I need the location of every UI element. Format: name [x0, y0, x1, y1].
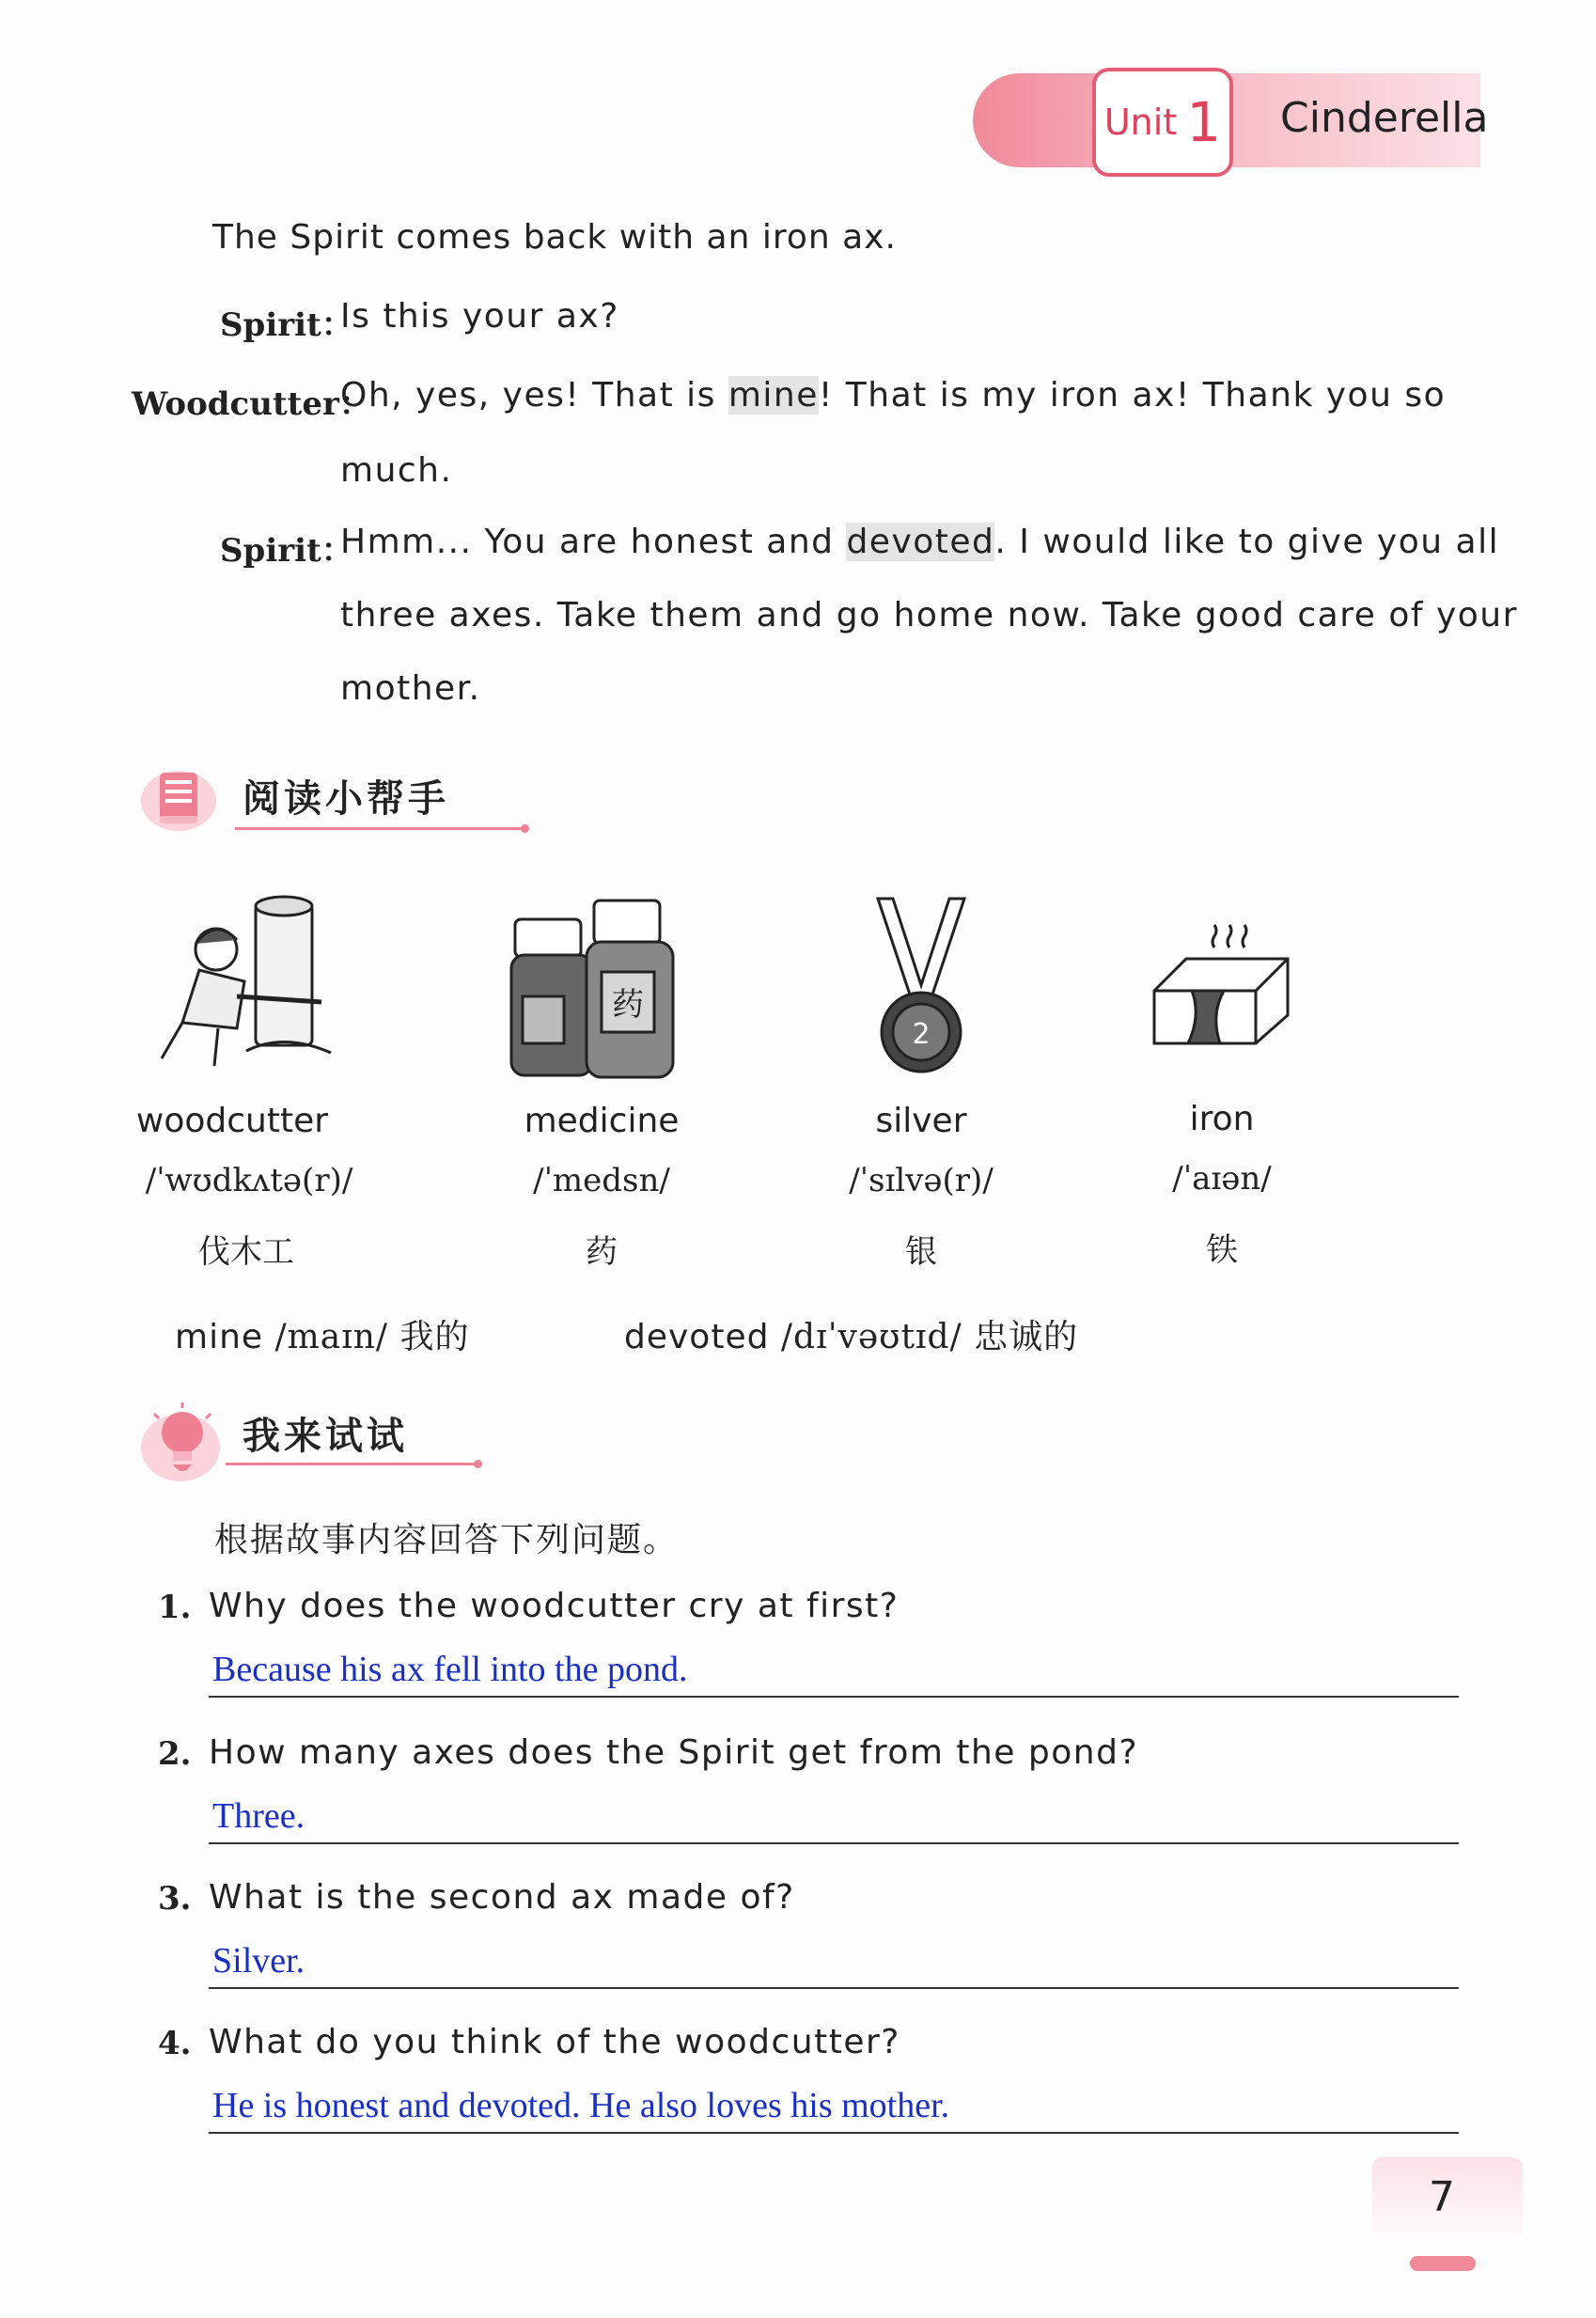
line-part: Oh, yes, yes! That is [340, 376, 728, 415]
vocab-chinese: 铁 [1206, 1231, 1238, 1269]
woodcutter-picture [133, 891, 368, 1079]
answer-text[interactable]: Silver. [212, 1941, 305, 1981]
medicine-label: 药 [612, 986, 644, 1024]
answer-line [209, 1842, 1459, 1844]
extra-chinese: 忠诚的 [974, 1318, 1079, 1356]
exercise-instruction: 根据故事内容回答下列问题。 [214, 1521, 680, 1559]
narration: The Spirit comes back with an iron ax. [212, 218, 897, 257]
silver-medal-picture [865, 893, 978, 1081]
line-spirit-2c: mother. [340, 669, 481, 708]
extra-phonetic: /dɪˈvəʊtɪd/ [780, 1318, 962, 1356]
extra-vocab-mine [175, 1310, 470, 1358]
line-part: ! That is my iron ax! Thank you so [818, 376, 1447, 415]
vocab-word: medicine [524, 1102, 680, 1140]
extra-word: mine [175, 1318, 264, 1356]
answer-line [209, 1696, 1459, 1698]
line-woodcutter-1 [340, 376, 1446, 415]
vocab-word: woodcutter [135, 1102, 329, 1140]
unit-badge [1092, 68, 1233, 177]
line-spirit-1: Is this your ax? [340, 297, 619, 336]
section-title-try: 我来试试 [243, 1415, 408, 1458]
vocab-word: iron [1189, 1100, 1255, 1138]
vocab-chinese: 伐木工 [198, 1233, 294, 1271]
extra-vocab-devoted [624, 1310, 1078, 1358]
question-text: What do you think of the woodcutter? [209, 2023, 900, 2061]
section-underline [235, 827, 526, 830]
speaker-spirit-1: Spirit： [220, 306, 353, 344]
question-text: What is the second ax made of? [209, 1878, 795, 1917]
highlighted-word-devoted: devoted [846, 523, 995, 561]
answer-text[interactable]: He is honest and devoted. He also loves his mother. [212, 2086, 950, 2125]
line-spirit-2a [340, 523, 1499, 561]
medal-number: 2 [912, 1018, 931, 1051]
speaker-woodcutter: Woodcutter： [132, 385, 371, 423]
section-underline-dot [521, 824, 529, 833]
vocab-chinese: 银 [905, 1233, 937, 1271]
extra-word: devoted [624, 1318, 770, 1356]
vocab-phonetic: /ˈmedsn/ [533, 1162, 670, 1199]
speaker-spirit-2: Spirit： [220, 532, 353, 570]
section-title-reading-helper: 阅读小帮手 [243, 777, 449, 821]
vocab-phonetic: /ˈaɪən/ [1172, 1160, 1272, 1198]
extra-chinese: 我的 [399, 1318, 470, 1356]
answer-line [209, 1987, 1459, 1989]
line-part: Hmm... You are honest and [340, 523, 847, 561]
answer-text[interactable]: Three. [212, 1796, 305, 1836]
extra-phonetic: /maɪn/ [274, 1318, 389, 1356]
lightbulb-icon [137, 1397, 231, 1487]
line-spirit-2b: three axes. Take them and go home now. Take good care of your [340, 596, 1518, 634]
line-woodcutter-2: much. [340, 451, 453, 490]
page-number-base [1410, 2256, 1476, 2271]
medicine-bottles-picture [508, 893, 696, 1081]
line-part: . I would like to give you all [994, 523, 1500, 561]
highlighted-word-mine: mine [728, 376, 819, 415]
question-number: 1. [158, 1589, 192, 1626]
book-icon [137, 760, 231, 837]
question-number: 3. [158, 1880, 192, 1918]
vocab-word: silver [875, 1102, 967, 1140]
section-underline [226, 1463, 479, 1465]
vocab-phonetic: /ˈwʊdkʌtə(r)/ [145, 1162, 353, 1199]
vocab-phonetic: /ˈsɪlvə(r)/ [849, 1162, 994, 1199]
page-number: 7 [1429, 2173, 1455, 2221]
answer-line [209, 2132, 1459, 2134]
unit-title: Cinderella [1280, 94, 1489, 142]
question-number: 2. [158, 1735, 192, 1773]
iron-block-picture [1145, 921, 1305, 1053]
question-text: How many axes does the Spirit get from the pond? [209, 1733, 1139, 1772]
unit-word: Unit [1103, 102, 1178, 143]
vocab-chinese: 药 [586, 1233, 618, 1271]
question-number: 4. [158, 2025, 192, 2062]
unit-number: 1 [1186, 90, 1222, 154]
question-text: Why does the woodcutter cry at first? [209, 1587, 900, 1625]
answer-text[interactable]: Because his ax fell into the pond. [212, 1650, 688, 1689]
section-underline-dot [474, 1460, 482, 1468]
